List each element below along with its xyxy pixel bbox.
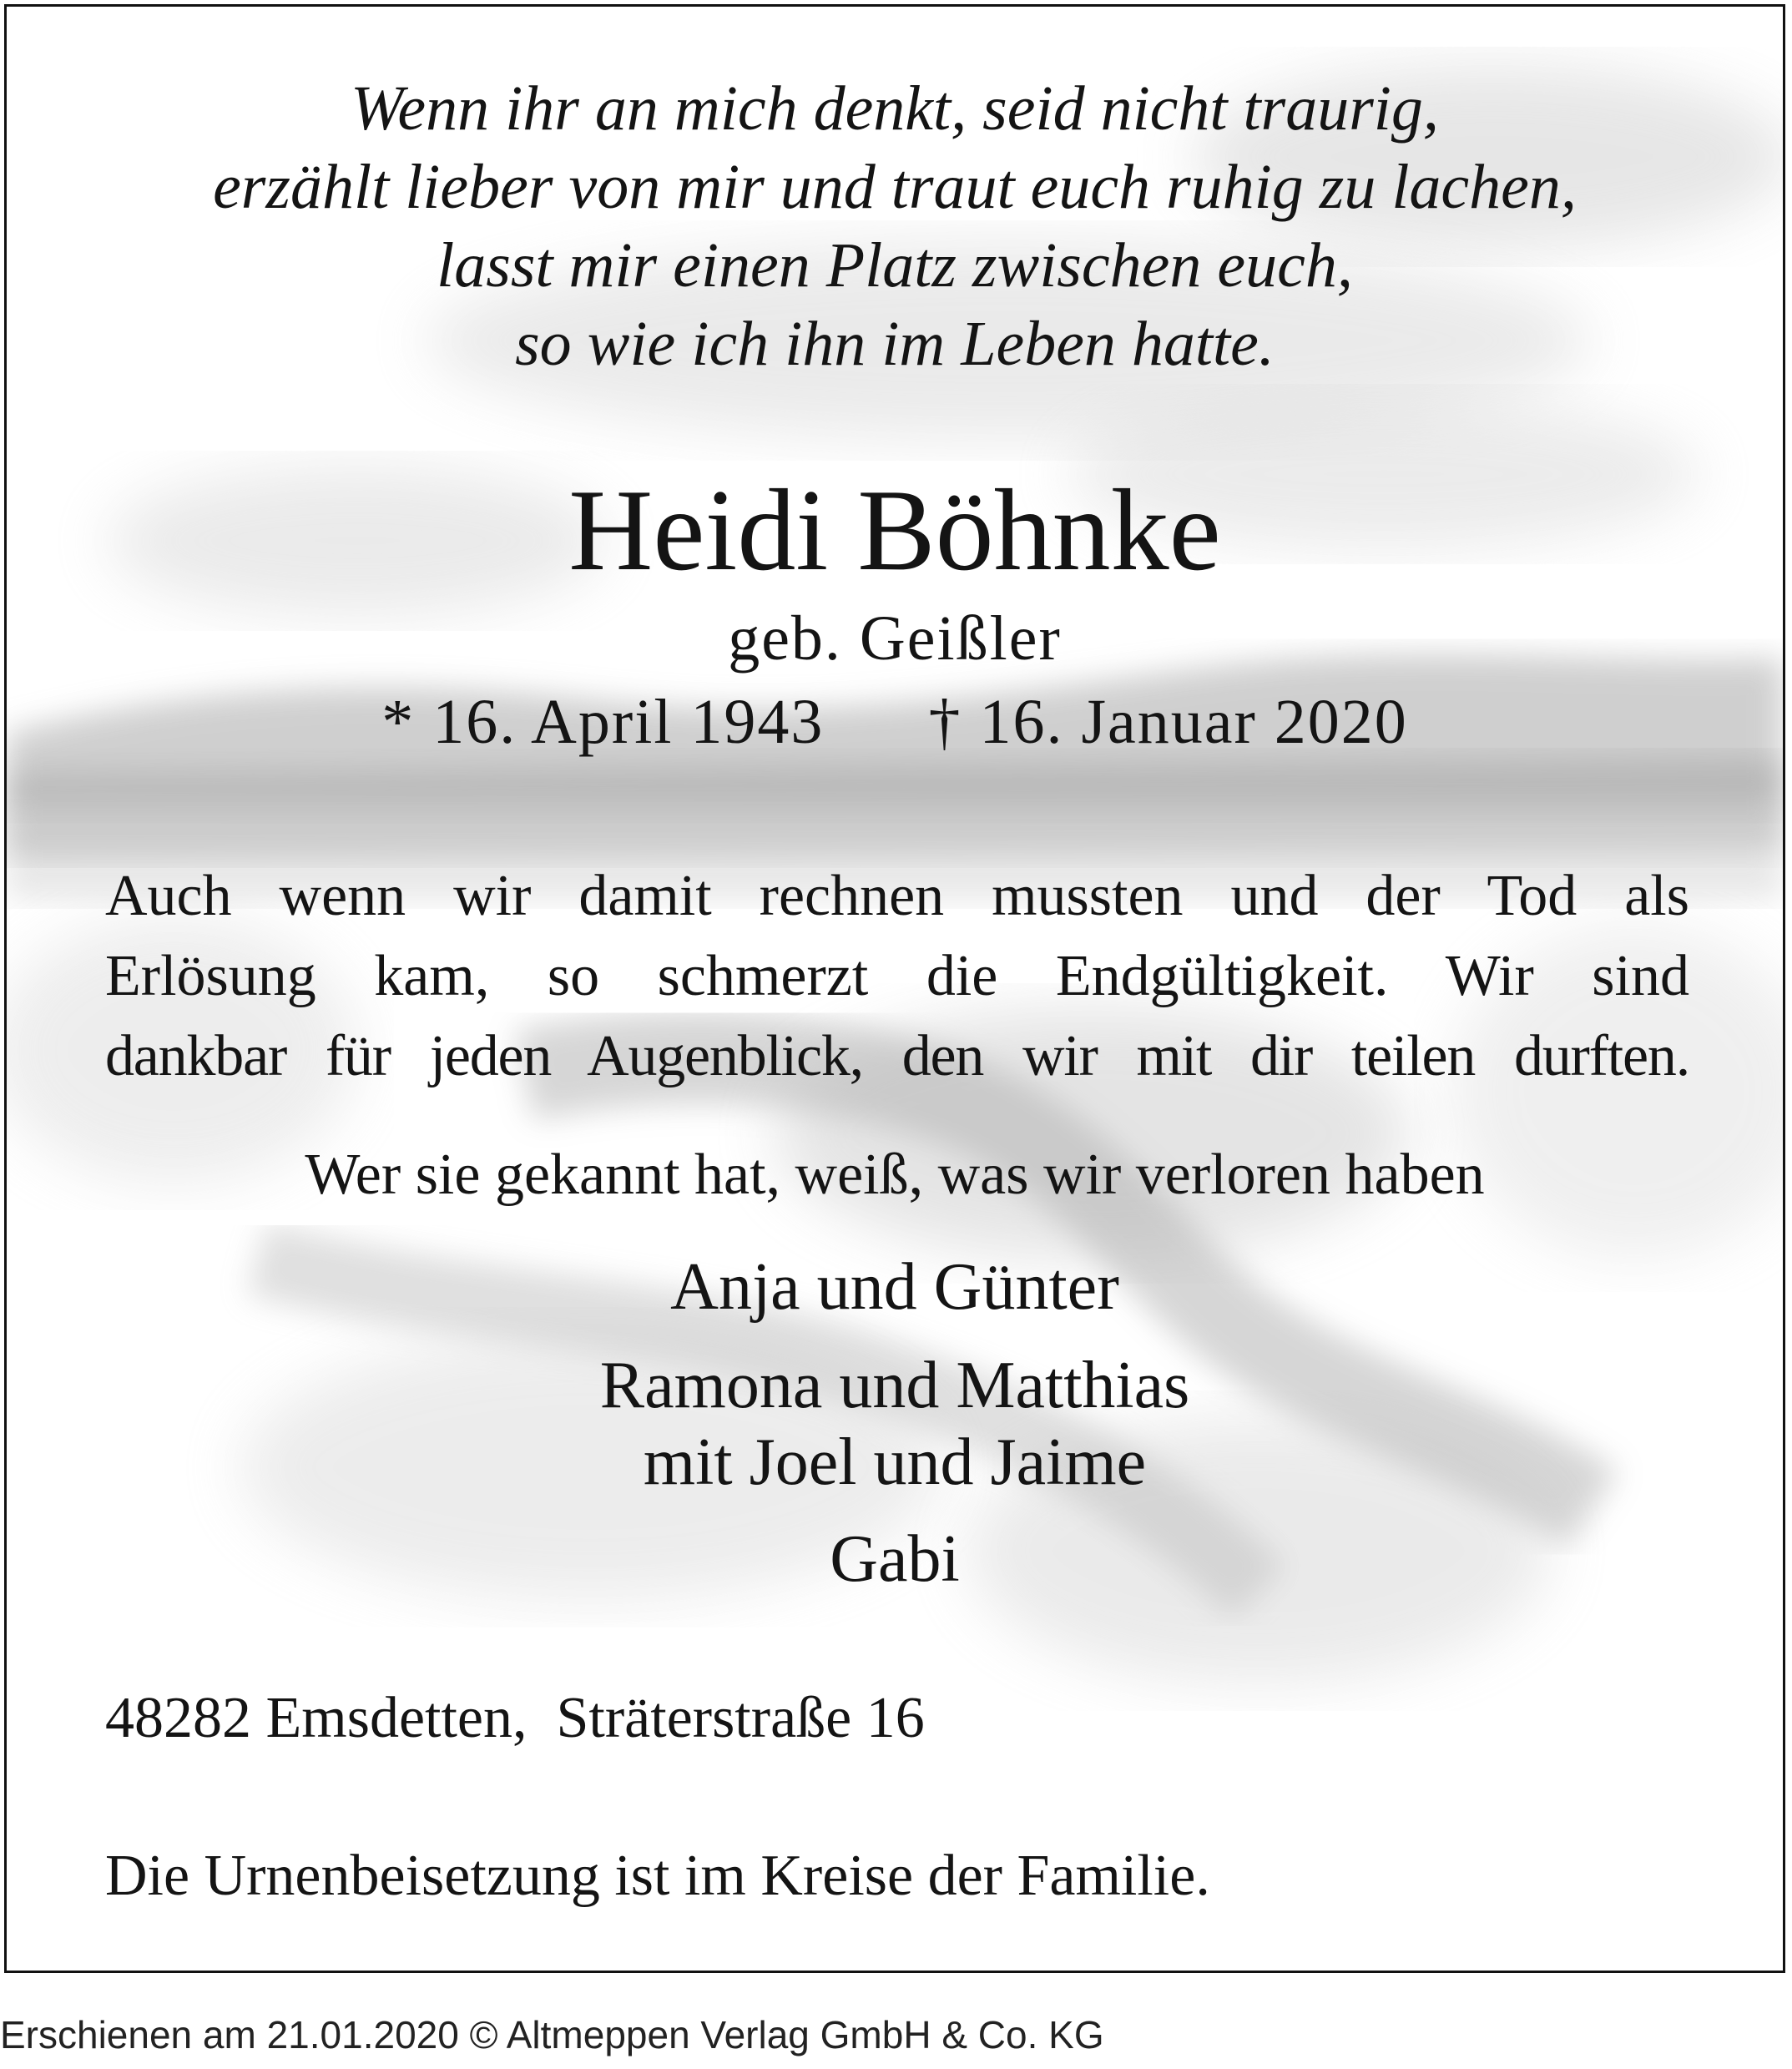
family-address: 48282 Emsdetten, Sträterstraße 16 bbox=[105, 1686, 925, 1750]
signers-block bbox=[7, 1249, 1783, 1597]
burial-note: Die Urnenbeisetzung ist im Kreise der Familie. bbox=[105, 1844, 1210, 1908]
publication-credit: Erschienen am 21.01.2020 © Altmeppen Verlag GmbH & Co. KG bbox=[0, 2013, 1104, 2056]
life-dates bbox=[7, 684, 1783, 759]
motto-line: Wer sie gekannt hat, weiß, was wir verloren haben bbox=[305, 1143, 1485, 1207]
signer-ramona-matthias: Ramona und Matthias bbox=[599, 1349, 1190, 1422]
condolence-paragraph bbox=[105, 856, 1689, 1097]
poem-line: erzählt lieber von mir und traut euch ruhig zu lachen, bbox=[213, 152, 1577, 222]
paragraph-line: Auch wenn wir damit rechnen mussten und der Tod als bbox=[105, 864, 1689, 928]
memorial-poem bbox=[7, 69, 1783, 383]
signer-joel-jaime: mit Joel und Jaime bbox=[643, 1426, 1147, 1499]
birth-date: * 16. April 1943 bbox=[381, 687, 825, 757]
poem-line: lasst mir einen Platz zwischen euch, bbox=[437, 230, 1353, 300]
obituary-content bbox=[7, 7, 1783, 1971]
paragraph-line: dankbar für jeden Augenblick, den wir mit dir teilen durften. bbox=[105, 1024, 1689, 1088]
death-date: † 16. Januar 2020 bbox=[928, 687, 1408, 757]
poem-line: Wenn ihr an mich denkt, seid nicht traurig, bbox=[351, 73, 1439, 144]
poem-line: so wie ich ihn im Leben hatte. bbox=[515, 309, 1275, 379]
maiden-name: geb. Geißler bbox=[728, 603, 1062, 674]
signer-gabi: Gabi bbox=[830, 1522, 960, 1596]
paragraph-line: Erlösung kam, so schmerzt die Endgültigkeit. Wir sind bbox=[105, 944, 1689, 1008]
deceased-name: Heidi Böhnke bbox=[568, 466, 1221, 595]
signer-anja-guenter: Anja und Günter bbox=[670, 1250, 1119, 1324]
obituary-frame bbox=[4, 4, 1785, 1973]
